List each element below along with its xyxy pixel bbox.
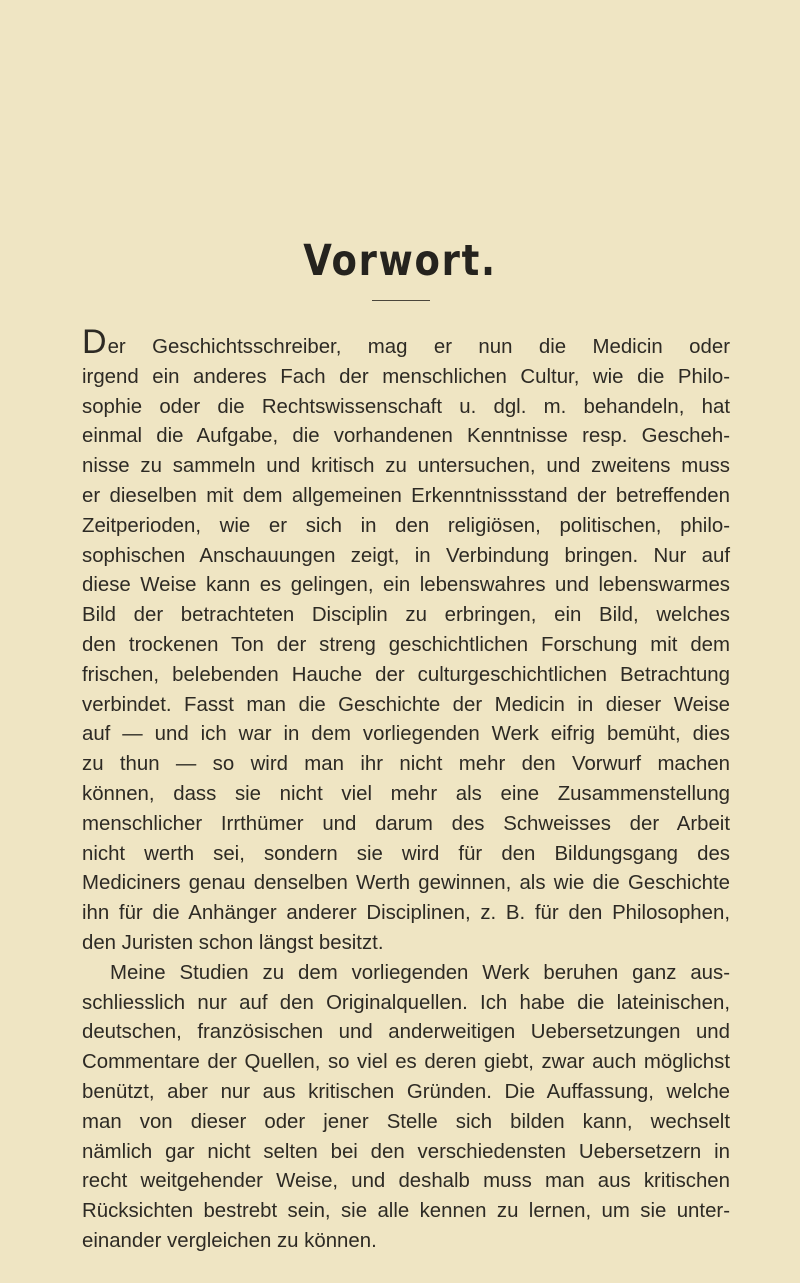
title-divider [372,300,430,301]
text-line: den trockenen Ton der streng geschichtlichen Forschung mit dem [82,633,730,656]
text-line: Rücksichten bestrebt sein, sie alle kennen zu lernen, um sie unter- [82,1200,730,1223]
text-line: können, dass sie nicht viel mehr als eine Zusammenstellung [82,782,730,805]
text-line: er dieselben mit dem allgemeinen Erkenntnissstand der betreffenden [82,484,730,507]
text-line: Bild der betrachteten Disciplin zu erbringen, ein Bild, welches [82,604,730,627]
text-line: verbindet. Fasst man die Geschichte der Medicin in dieser Weise [82,693,730,716]
page-title: Vorwort. [303,236,497,286]
text-line: Der Geschichtsschreiber, mag er nun die Medicin oder [82,323,730,361]
text-line: benützt, aber nur aus kritischen Gründen. Die Auffassung, welche [82,1080,730,1103]
preface-text [82,323,730,1257]
text-line: ihn für die Anhänger anderer Disciplinen, z. B. für den Philosophen, [82,902,730,925]
text-line: schliesslich nur auf den Originalquellen. Ich habe die lateinischen, [82,991,730,1014]
text-line: recht weitgehender Weise, und deshalb muss man aus kritischen [82,1170,730,1193]
text-line: auf — und ich war in dem vorliegenden Werk eifrig bemüht, dies [82,723,730,746]
text-line: Zeitperioden, wie er sich in den religiösen, politischen, philo- [82,514,730,537]
text-line: sophischen Anschauungen zeigt, in Verbindung bringen. Nur auf [82,544,730,567]
text-line: menschlicher Irrthümer und darum des Schweisses der Arbeit [82,812,730,835]
text-line: Mediciners genau denselben Werth gewinnen, als wie die Geschichte [82,872,730,895]
drop-cap: D [82,323,107,361]
text-line: einmal die Aufgabe, die vorhandenen Kenntnisse resp. Gescheh- [82,425,730,448]
text-line: nisse zu sammeln und kritisch zu untersuchen, und zweitens muss [82,455,730,478]
text-line: nämlich gar nicht selten bei den verschiedensten Uebersetzern in [82,1140,730,1163]
text-line: sophie oder die Rechtswissenschaft u. dgl. m. behandeln, hat [82,395,730,418]
text-line: diese Weise kann es gelingen, ein lebenswahres und lebenswarmes [82,574,730,597]
text-line: nicht werth sei, sondern sie wird für den Bildungsgang des [82,842,730,865]
text-line: zu thun — so wird man ihr nicht mehr den Vorwurf machen [82,753,730,776]
text-line: einander vergleichen zu können. [82,1229,377,1252]
text-line: deutschen, französischen und anderweitigen Uebersetzungen und [82,1021,730,1044]
text-line: den Juristen schon längst besitzt. [82,931,384,954]
text-line: Meine Studien zu dem vorliegenden Werk beruhen ganz aus- [110,961,730,984]
text-line: irgend ein anderes Fach der menschlichen Cultur, wie die Philo- [82,365,730,388]
text-line: man von dieser oder jener Stelle sich bilden kann, wechselt [82,1110,730,1133]
text-line: Commentare der Quellen, so viel es deren giebt, zwar auch möglichst [82,1051,730,1074]
text-line: frischen, belebenden Hauche der culturgeschichtlichen Betrachtung [82,663,730,686]
